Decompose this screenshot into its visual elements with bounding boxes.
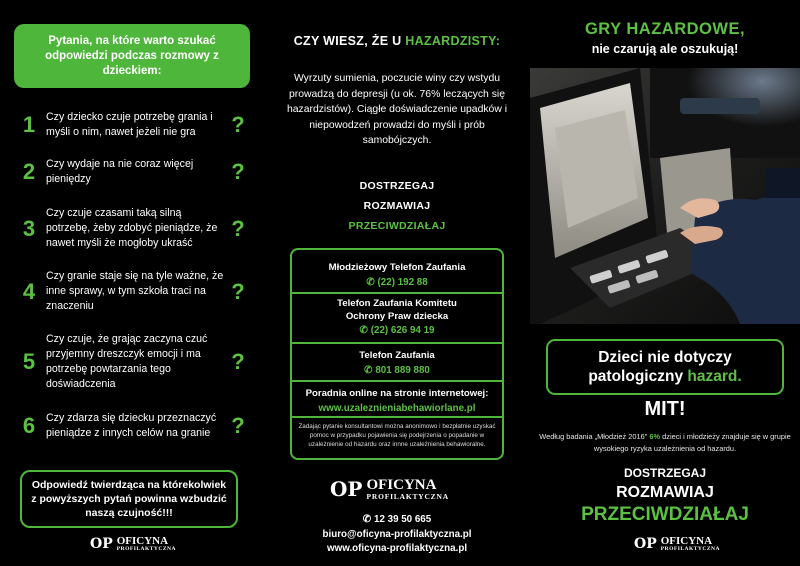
did-you-know-title xyxy=(266,34,528,48)
logo-subtitle: PROFILAKTYCZNA xyxy=(660,546,720,552)
online-clinic-link[interactable]: www.uzaleznieniabehawiorlane.pl xyxy=(318,402,476,414)
slot-machine-photo xyxy=(530,68,800,324)
logo-name: OFICYNA xyxy=(366,476,437,493)
helpline-name: Telefon Zaufania xyxy=(359,350,435,361)
question-text: Czy dziecko czuje potrzebę grania i myśli o nim, nawet jeżeli nie gra xyxy=(46,111,213,138)
title-highlight: HAZARDZISTY: xyxy=(405,34,501,48)
logo-subtitle: PROFILAKTYCZNA xyxy=(116,546,176,552)
divider xyxy=(292,380,502,382)
helpline-box xyxy=(290,248,504,460)
helpline-name: Telefon Zaufania Komitetu Ochrony Praw dziecka xyxy=(337,298,457,322)
logo-subtitle: PROFILAKTYCZNA xyxy=(366,491,449,501)
contact-phone-number[interactable]: 12 39 50 665 xyxy=(374,514,432,525)
survey-statistic: Według badania „Młodzież 2016" 6% dzieci i młodzieży znajduje się w grupie wysokiego ryzyka uzależnienia od hazardu. xyxy=(539,432,791,453)
question-mark-icon: ? xyxy=(231,159,245,184)
question-item xyxy=(18,269,250,314)
depression-paragraph: Wyrzuty sumienia, poczucie winy czy wstydu prowadzą do depresji (u ok. 76% leczących się hazardzistów). Ciągłe doświadczenie upadków i niepowodzeń prowadzi do myśli i prób samobójczych. xyxy=(286,73,508,146)
myth-line-1: Dzieci nie dotyczy xyxy=(598,349,732,366)
question-text: Czy wydaje na nie coraz więcej pieniędzy xyxy=(46,158,194,185)
question-mark-icon: ? xyxy=(231,413,245,438)
logo xyxy=(634,536,720,553)
logo xyxy=(330,477,449,501)
logo-mark-icon: OP xyxy=(90,536,113,553)
question-number: 2 xyxy=(22,159,36,184)
helpline-entry xyxy=(292,262,502,288)
logo-name: OFICYNA xyxy=(116,535,169,547)
question-number: 1 xyxy=(22,112,36,137)
verb-notice: DOSTRZEGAJ xyxy=(359,180,435,192)
divider xyxy=(292,342,502,344)
phone-icon: ✆ xyxy=(362,514,371,525)
phone-icon: ✆ xyxy=(366,276,375,288)
question-item xyxy=(18,332,250,392)
divider xyxy=(292,416,502,418)
question-mark-icon: ? xyxy=(231,112,245,137)
phone-icon: ✆ xyxy=(359,325,368,336)
myth-label: MIT! xyxy=(644,398,686,420)
logo-mark-icon: OP xyxy=(330,477,363,501)
helpline-entry xyxy=(292,350,502,376)
question-item xyxy=(18,206,250,251)
cover-subtitle: nie czarują ale oszukują! xyxy=(591,42,739,56)
question-number: 4 xyxy=(22,278,36,304)
divider xyxy=(292,292,502,294)
verb-talk: ROZMAWIAJ xyxy=(363,200,431,212)
question-number: 5 xyxy=(22,349,36,374)
question-text: Czy czuje, że grając zaczyna czuć przyjemny dreszczyk emocji i ma potrzebę powtarzania tego doświadczenia xyxy=(46,333,208,390)
myth-statement-box xyxy=(546,339,784,395)
online-clinic-entry xyxy=(292,388,502,414)
question-text: Czy granie staje się na tyle ważne, że inne sprawy, w tym szkoła traci na znaczeniu xyxy=(46,270,224,312)
logo-mark-icon: OP xyxy=(634,536,657,553)
question-item xyxy=(18,411,250,441)
helpline-number[interactable]: 801 889 880 xyxy=(375,364,430,376)
slot-machine-illustration xyxy=(530,68,800,324)
anonymous-help-note: Zadając pytanie konsultantowi można anonimowo i bezpłatnie uzyskać pomoc w przypadku pojawienia się podejrzenia o popadanie w uzależnienie od hazardu oraz innne uzależnienia behawioralne. xyxy=(298,423,496,448)
verb-prevent: PRZECIWDZIAŁAJ xyxy=(581,504,749,525)
verb-notice: DOSTRZEGAJ xyxy=(623,466,706,480)
logo-name: OFICYNA xyxy=(660,535,713,547)
question-item xyxy=(18,110,250,140)
helpline-name: Młodzieżowy Telefon Zaufania xyxy=(328,262,466,273)
question-item xyxy=(18,157,250,187)
logo xyxy=(90,536,176,553)
statistic-percent: 6% xyxy=(649,432,661,441)
question-mark-icon: ? xyxy=(231,349,245,374)
panel-middle xyxy=(266,0,528,566)
question-number: 3 xyxy=(22,215,36,241)
contact-phone xyxy=(266,514,528,525)
myth-line-2: patologiczny xyxy=(588,368,688,385)
answer-warning-box: Odpowiedź twierdząca na którekolwiek z powyższych pytań powinna wzbudzić naszą czujność!!! xyxy=(20,470,238,528)
question-mark-icon: ? xyxy=(231,215,245,241)
panel-left xyxy=(0,0,262,566)
title-prefix: CZY WIESZ, ŻE U xyxy=(293,34,406,48)
contact-email[interactable]: biuro@oficyna-profilaktyczna.pl xyxy=(322,529,472,540)
helpline-entry xyxy=(292,298,502,336)
questions-header: Pytania, na które warto szukać odpowiedzi podczas rozmowy z dzieckiem: xyxy=(14,24,250,88)
question-text: Czy czuje czasami taką silną potrzebę, żeby zdobyć pieniądze, że nawet myśli że mogłoby ukraść xyxy=(46,207,218,249)
myth-highlight: hazard. xyxy=(687,368,742,385)
verb-talk: ROZMAWIAJ xyxy=(616,484,714,501)
cover-title: GRY HAZARDOWE, xyxy=(584,20,746,38)
question-text: Czy zdarza się dziecku przeznaczyć pieniądze z innych celów na granie xyxy=(46,412,217,439)
question-mark-icon: ? xyxy=(231,278,245,304)
question-number: 6 xyxy=(22,413,36,438)
helpline-number[interactable]: (22) 192 88 xyxy=(377,276,428,288)
online-clinic-label: Poradnia online na stronie internetowej: xyxy=(305,388,489,399)
panel-right xyxy=(530,0,800,566)
verb-prevent: PRZECIWDZIAŁAJ xyxy=(348,220,446,232)
helpline-number[interactable]: (22) 626 94 19 xyxy=(370,325,435,336)
contact-website[interactable]: www.oficyna-profilaktyczna.pl xyxy=(326,543,468,554)
phone-icon: ✆ xyxy=(364,364,373,376)
